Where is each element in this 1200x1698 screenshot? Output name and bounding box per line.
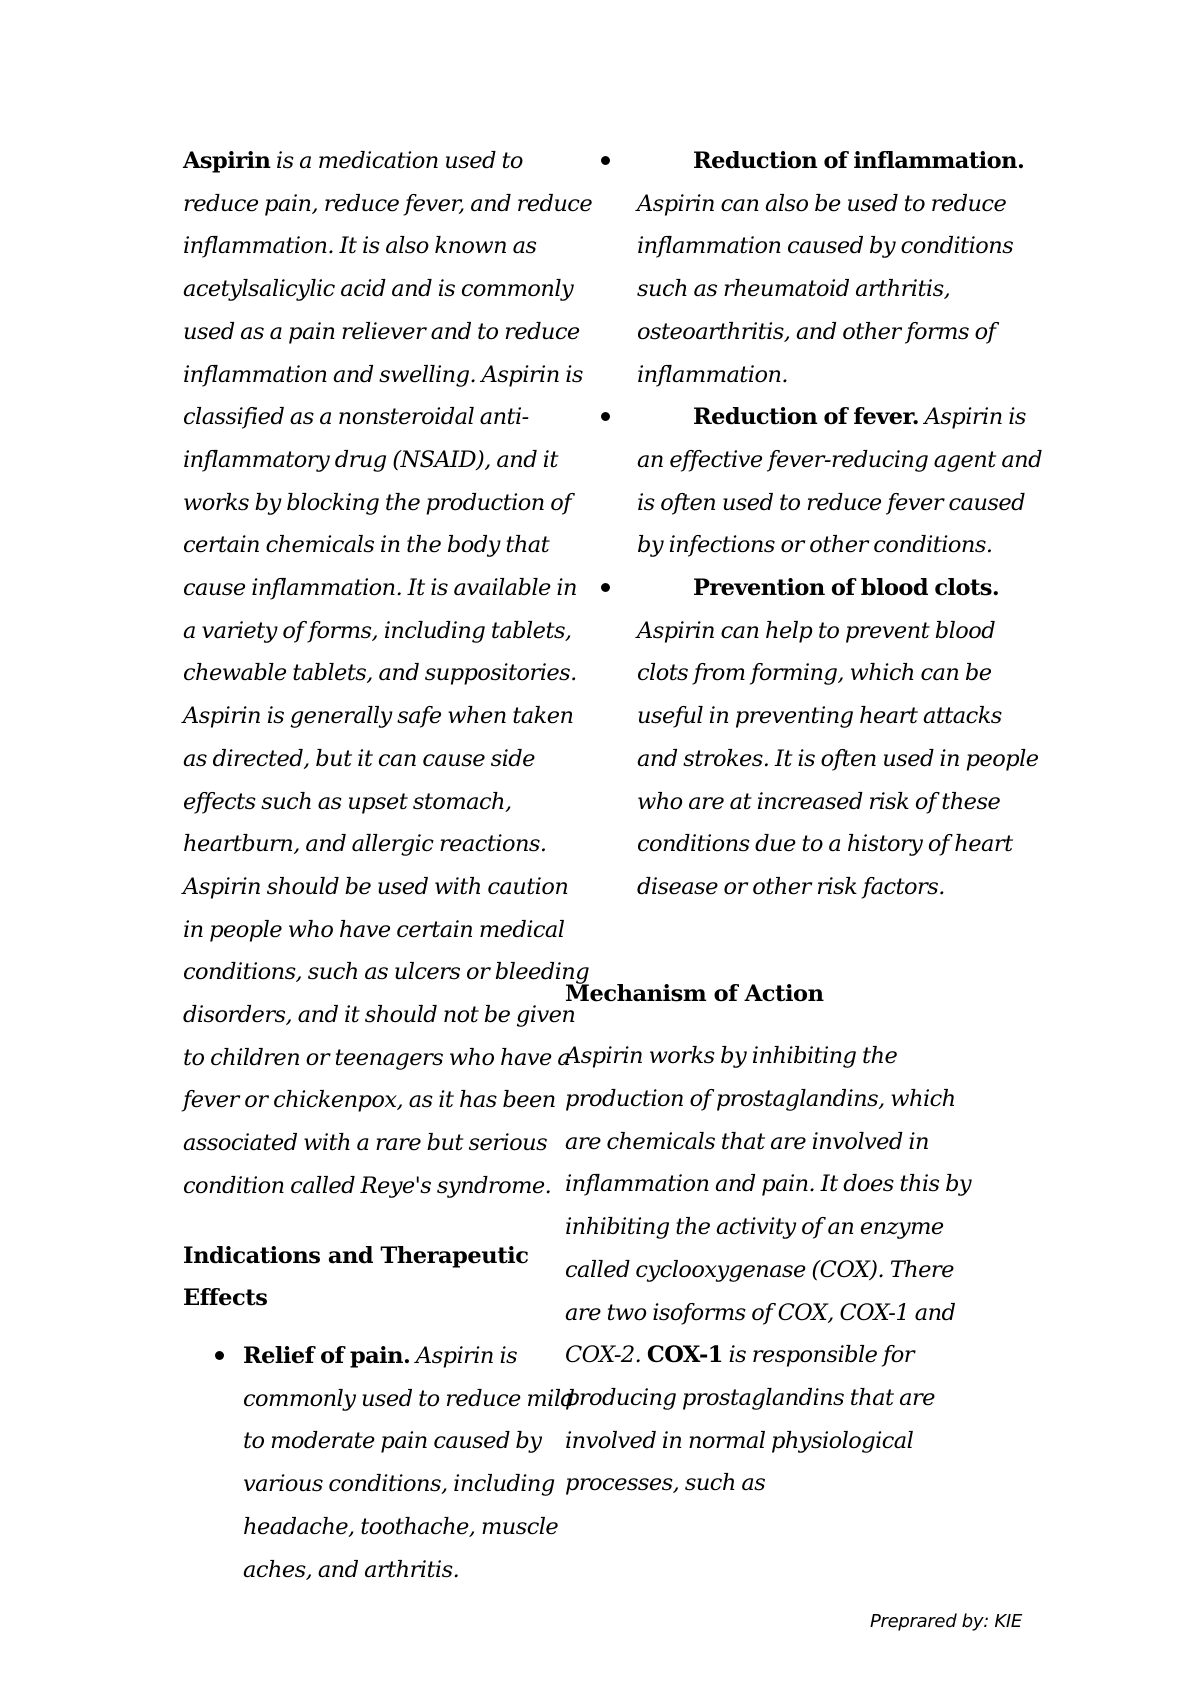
indication-item-inflammation: Reduction of inflammation. Aspirin can also be used to reduce inflammation caused by conditions such as rheumatoid arthritis, osteoarthritis, and other forms of inflammation. bbox=[628, 140, 1048, 396]
bullet-dot-icon bbox=[601, 583, 610, 592]
mechanism-text-before: Aspirin works by inhibiting the production of prostaglandins, which are chemicals that are involved in inflammation and pain. It does this by inhibiting the activity of an enzyme called cyclooxygenase (COX). There are two isoforms of COX, COX-1 and COX-2. bbox=[565, 1043, 972, 1369]
indication-title: Reduction of inflammation bbox=[693, 148, 1017, 174]
indications-heading: Indications and Therapeutic Effects bbox=[183, 1242, 529, 1312]
indication-text: Aspirin can help to prevent blood clots from forming, which can be useful in preventing heart attacks and strokes. It is often used in people who are at increased risk of these conditions due to a history of heart disease or other risk factors. bbox=[637, 617, 1039, 900]
intro-text: is a medication used to reduce pain, reduce fever, and reduce inflammation. It is also known as acetylsalicylic acid and is commonly used as a pain reliever and to reduce inflammation and swelling. Aspirin is classified as a nonsteroidal anti-inflammatory drug (NSAID), and it works by blocking the production of certain chemicals in the body that cause inflammation. It is available in a variety of forms, including tablets, chewable tablets, and suppositories. Aspirin is generally safe when taken as directed, but it can cause side effects such as upset stomach, heartburn, and allergic reactions. Aspirin should be used with caution in people who have certain medical conditions, such as ulcers or bleeding disorders, and it should not be given to children or teenagers who have a fever or chickenpox, as it has been associated with a rare but serious condition called Reye's syndrome. bbox=[183, 148, 593, 1199]
bullet-dot-icon bbox=[601, 412, 610, 421]
mechanism-heading: Mechanism of Action bbox=[565, 980, 824, 1007]
mechanism-text-after: is responsible for producing prostaglandins that are involved in normal physiological processes, such as bbox=[565, 1342, 935, 1497]
indication-item-pain: Relief of pain. Aspirin is commonly used to reduce mild to moderate pain caused by various conditions, including headache, toothache, muscle aches, and arthritis. bbox=[183, 1335, 593, 1591]
indication-item-blood-clots: Prevention of blood clots. Aspirin can help to prevent blood clots from forming, which can be useful in preventing heart attacks and strokes. It is often used in people who are at increased risk of these conditions due to a history of heart disease or other risk factors. bbox=[628, 567, 1048, 909]
left-column bbox=[183, 140, 593, 1591]
intro-lead-term: Aspirin bbox=[183, 148, 271, 174]
indication-text: Aspirin is commonly used to reduce mild to moderate pain caused by various conditions, including headache, toothache, muscle aches, and arthritis. bbox=[243, 1342, 575, 1583]
bullet-dot-icon bbox=[601, 156, 610, 165]
indication-item-fever: Reduction of fever. Aspirin is an effective fever-reducing agent and is often used to reduce fever caused by infections or other conditions. bbox=[628, 396, 1048, 567]
indication-text: Aspirin is an effective fever-reducing agent and is often used to reduce fever caused by infections or other conditions. bbox=[637, 404, 1042, 559]
prepared-by-footer: Preprared by: KIE bbox=[869, 1611, 1022, 1632]
indication-title: Prevention of blood clots bbox=[693, 575, 992, 602]
indications-list-left bbox=[183, 1335, 593, 1591]
intro-paragraph bbox=[183, 140, 593, 1208]
mechanism-paragraph bbox=[565, 1035, 975, 1505]
indication-title: Reduction of fever bbox=[693, 404, 912, 431]
indication-title: Relief of pain bbox=[243, 1342, 403, 1369]
indication-text: Aspirin can also be used to reduce inflammation caused by conditions such as rheumatoid arthritis, osteoarthritis, and other forms of inflammation. bbox=[637, 190, 1014, 388]
bullet-dot-icon bbox=[215, 1351, 224, 1360]
right-column bbox=[565, 140, 1048, 1505]
mechanism-bold-term: COX-1 bbox=[646, 1342, 723, 1369]
indications-list-right bbox=[628, 140, 1048, 909]
